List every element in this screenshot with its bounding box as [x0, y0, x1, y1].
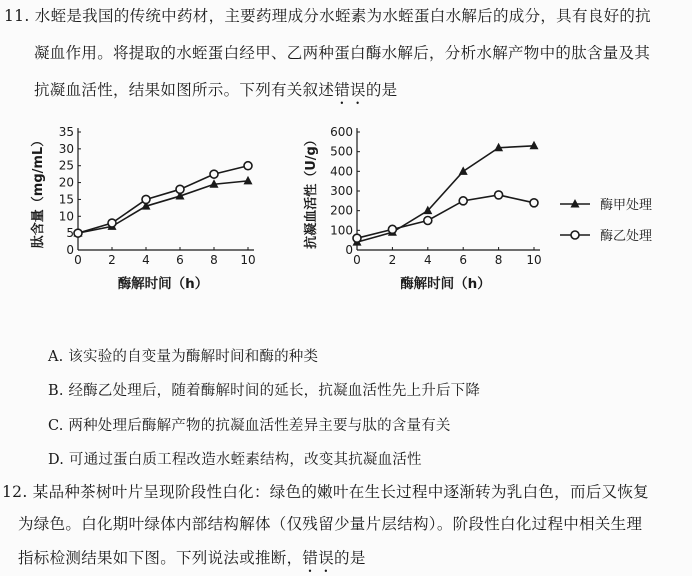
x-axis-label: 酶解时间（h） — [117, 276, 209, 292]
chart-legend — [560, 197, 652, 244]
x-tick-label: 0 — [74, 253, 82, 267]
y-tick-label: 0 — [66, 243, 74, 257]
y-axis-label: 肽含量（mg/mL） — [31, 133, 46, 249]
data-point — [74, 229, 82, 237]
option-d: D. 可通过蛋白质工程改造水蛭素结构，改变其抗凝血活性 — [48, 452, 422, 468]
y-tick-label: 100 — [330, 223, 353, 238]
data-point — [142, 195, 150, 203]
x-tick-label: 0 — [353, 253, 361, 267]
y-tick-label: 25 — [58, 158, 74, 173]
x-tick-label: 4 — [423, 253, 432, 267]
option-a: A. 该实验的自变量为酶解时间和酶的种类 — [48, 349, 319, 365]
y-tick-label: 200 — [330, 203, 353, 218]
q11-line-3: 抗凝血活性，结果如图所示。下列有关叙述错误的是 — [34, 81, 398, 99]
y-tick-label: 5 — [66, 226, 74, 241]
series-line — [357, 146, 534, 242]
data-point — [424, 217, 432, 225]
emphasis-wrong-q12: 错误 — [302, 549, 335, 567]
x-tick-label: 8 — [210, 253, 218, 267]
anticoagulant-activity-chart — [303, 125, 542, 292]
q12-line-2: 为绿色。白化期叶绿体内部结构解体（仅残留少量片层结构）。阶段性白化过程中相关生理 — [18, 515, 643, 533]
y-tick-label: 500 — [330, 144, 353, 159]
series-line — [357, 195, 534, 238]
q11-line-1: 11. 水蛭是我国的传统中药材，主要药理成分水蛭素为水蛭蛋白水解后的成分，具有良好的抗 — [4, 7, 651, 25]
x-tick-label: 10 — [526, 253, 542, 267]
data-point — [530, 199, 538, 207]
data-point — [530, 141, 539, 150]
data-point — [244, 176, 253, 185]
data-point — [108, 219, 116, 227]
x-tick-label: 8 — [494, 253, 503, 267]
series-line — [78, 166, 248, 233]
data-point — [353, 234, 361, 242]
x-tick-label: 6 — [459, 253, 468, 267]
data-point — [388, 225, 396, 233]
q12-line-3: 指标检测结果如下图。下列说法或推断，错误的是 — [18, 549, 366, 567]
legend-label: 酶甲处理 — [600, 198, 653, 213]
charts-figure — [0, 120, 692, 350]
data-point — [176, 185, 184, 193]
data-point — [459, 197, 467, 205]
y-tick-label: 30 — [58, 141, 74, 156]
x-tick-label: 4 — [142, 253, 150, 267]
option-b: B. 经酶乙处理后，随着酶解时间的延长，抗凝血活性先上升后下降 — [48, 383, 481, 399]
y-tick-label: 300 — [330, 184, 353, 198]
y-tick-label: 35 — [58, 125, 74, 139]
peptide-content-chart — [30, 125, 256, 292]
q12-line-1: 12. 某品种茶树叶片呈现阶段性白化：绿色的嫩叶在生长过程中逐渐转为乳白色，而后又恢复 — [2, 483, 649, 501]
y-axis-label: 抗凝血活性（U/g） — [304, 133, 319, 249]
y-tick-label: 600 — [330, 125, 353, 139]
data-point — [495, 191, 503, 199]
x-axis-label: 酶解时间（h） — [400, 276, 491, 292]
x-tick-label: 2 — [108, 253, 116, 267]
y-tick-label: 0 — [345, 243, 353, 257]
data-point — [210, 170, 218, 178]
data-point — [459, 166, 468, 175]
x-tick-label: 10 — [240, 253, 256, 267]
x-tick-label: 2 — [388, 253, 397, 267]
y-tick-label: 15 — [58, 192, 74, 207]
legend-label: 酶乙处理 — [600, 229, 653, 244]
legend-marker — [571, 231, 579, 239]
y-tick-label: 20 — [58, 175, 74, 190]
q11-line-2: 凝血作用。将提取的水蛭蛋白经甲、乙两种蛋白酶水解后，分析水解产物中的肽含量及其 — [34, 44, 651, 62]
emphasis-wrong: 错误 — [334, 81, 366, 99]
y-tick-label: 400 — [330, 164, 353, 179]
data-point — [244, 162, 252, 170]
x-tick-label: 6 — [176, 253, 184, 267]
option-c: C. 两种处理后酶解产物的抗凝血活性差异主要与肽的含量有关 — [48, 418, 451, 434]
y-tick-label: 10 — [58, 209, 74, 224]
